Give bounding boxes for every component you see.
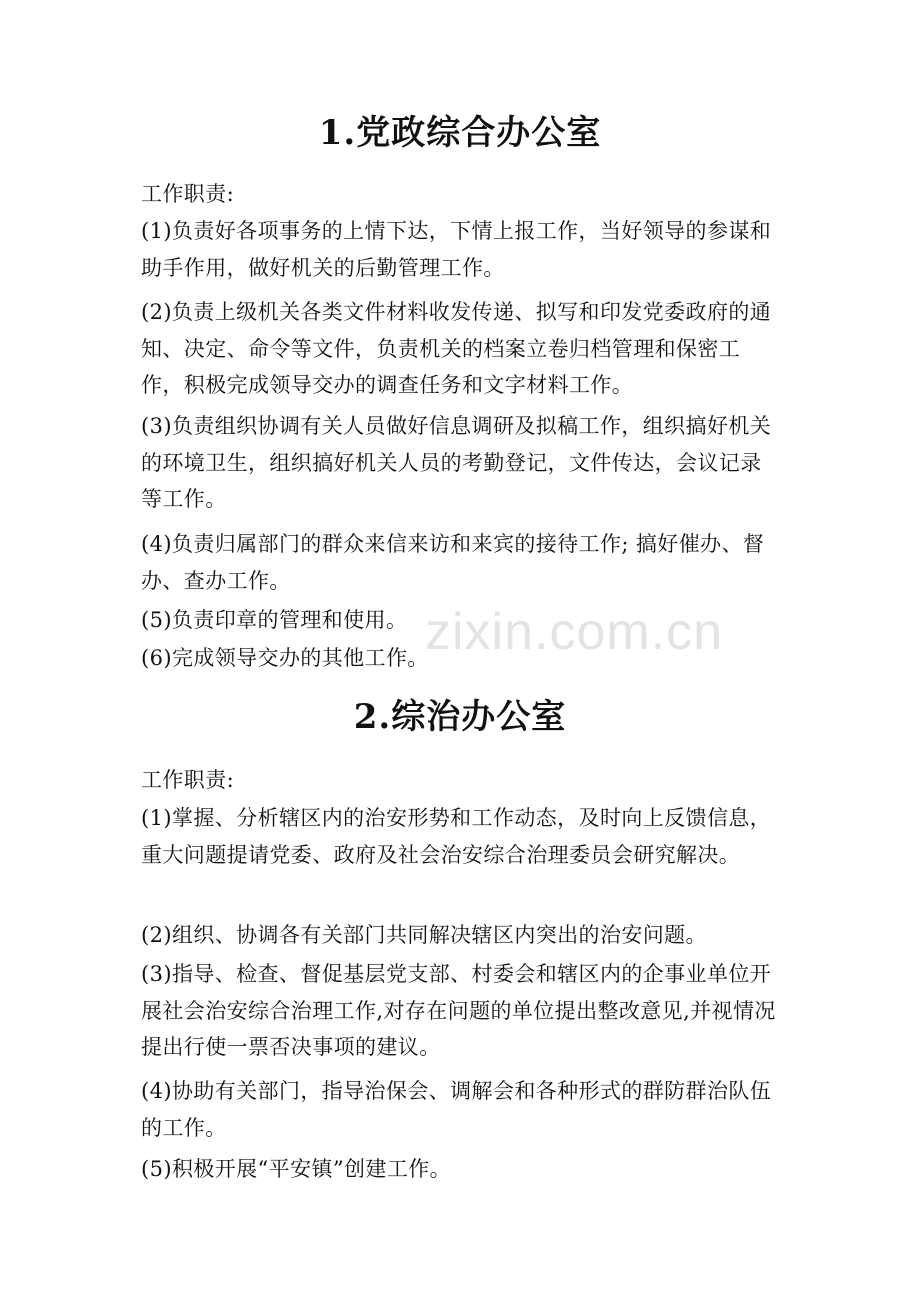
section-1-item-5: (5)负责印章的管理和使用。 bbox=[141, 608, 408, 632]
section-2-item-1: (1)掌握、分析辖区内的治安形势和工作动态，及时向上反馈信息，重大问题提请党委、政府及社会治安综合治理委员会研究解决。 bbox=[141, 806, 772, 867]
section-1-item-1: (1)负责好各项事务的上情下达，下情上报工作，当好领导的参谋和助手作用，做好机关的后勤管理工作。 bbox=[141, 219, 772, 280]
section-2-item-3: (3)指导、检查、督促基层党支部、村委会和辖区内的企事业单位开展社会治安综合治理工作,对存在问题的单位提出整改意见,并视情况提出行使一票否决事项的建议。 bbox=[141, 962, 776, 1059]
section-2-item-4: (4)协助有关部门，指导治保会、调解会和各种形式的群防群治队伍的工作。 bbox=[141, 1079, 772, 1140]
section-2-title: 2.综治办公室 bbox=[353, 697, 567, 737]
section-1-item-4: (4)负责归属部门的群众来信来访和来宾的接待工作; 搞好催办、督办、查办工作。 bbox=[141, 532, 765, 593]
section-1-item-6: (6)完成领导交办的其他工作。 bbox=[141, 646, 429, 670]
watermark: zixin.com.cn bbox=[425, 603, 724, 661]
section-2-item-5: (5)积极开展“平安镇”创建工作。 bbox=[141, 1157, 452, 1181]
section-2-item-2: (2)组织、协调各有关部门共同解决辖区内突出的治安问题。 bbox=[141, 923, 707, 947]
section-1-title: 1.党政综合办公室 bbox=[318, 113, 602, 153]
section-2-duty-label: 工作职责: bbox=[141, 768, 235, 792]
section-1-duty-label: 工作职责: bbox=[141, 182, 235, 206]
section-1-item-3: (3)负责组织协调有关人员做好信息调研及拟稿工作，组织搞好机关的环境卫生，组织搞好机关人员的考勤登记，文件传达，会议记录等工作。 bbox=[141, 414, 772, 511]
section-1-item-2: (2)负责上级机关各类文件材料收发传递、拟写和印发党委政府的通知、决定、命令等文件，负责机关的档案立卷归档管理和保密工作，积极完成领导交办的调查任务和文字材料工作。 bbox=[141, 300, 772, 397]
